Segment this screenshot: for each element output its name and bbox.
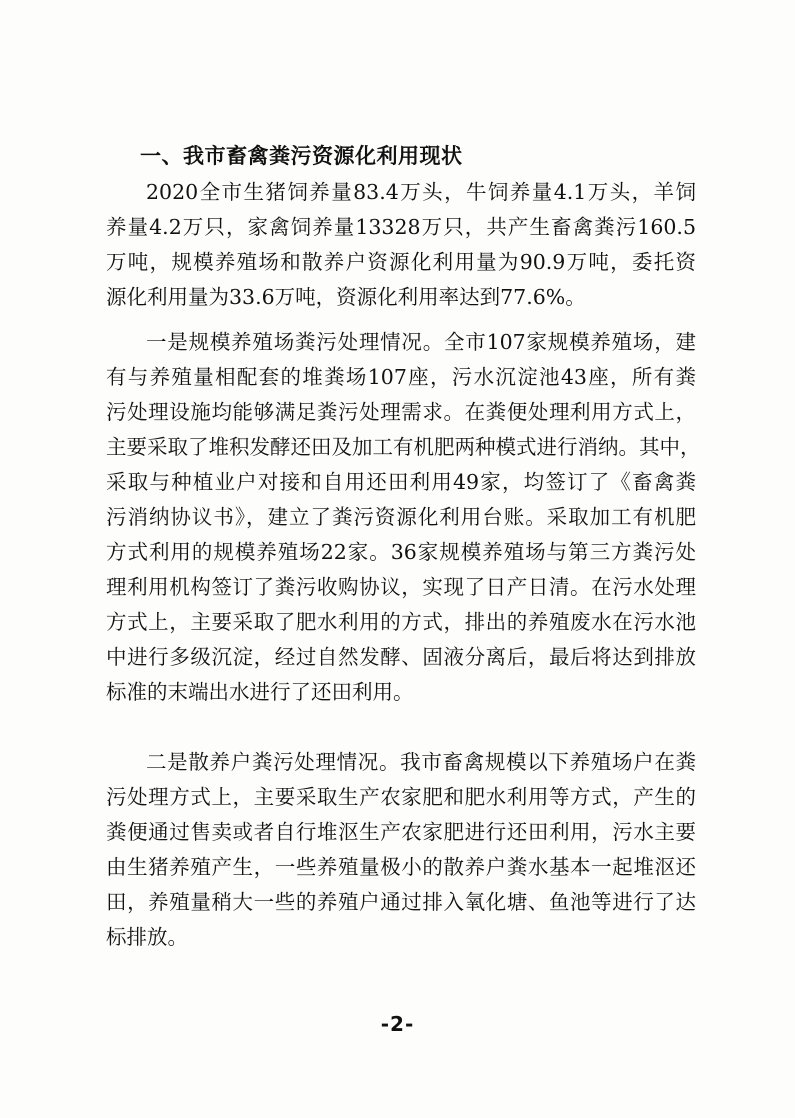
paragraph-line: 源化利用量为33.6万吨，资源化利用率达到77.6%。 <box>106 285 586 309</box>
paragraph-line: 污处理方式上，主要采取生产农家肥和肥水利用等方式，产生的 <box>106 785 696 809</box>
paragraph-line: 田，养殖量稍大一些的养殖户通过排入氧化塘、鱼池等进行了达 <box>106 890 696 914</box>
paragraph-line: 方式上，主要采取了肥水利用的方式，排出的养殖废水在污水池 <box>106 610 696 634</box>
paragraph-line: 标准的末端出水进行了还田利用。 <box>106 680 414 704</box>
page-number: -2- <box>380 1012 415 1036</box>
paragraph-small-farms <box>106 745 696 955</box>
paragraph-line: 采取与种植业户对接和自用还田利用49家，均签订了《畜禽粪 <box>106 470 696 494</box>
section-heading: 一、我市畜禽粪污资源化利用现状 <box>140 144 463 168</box>
paragraph-line: 主要采取了堆积发酵还田及加工有机肥两种模式进行消纳。其中， <box>106 435 701 459</box>
paragraph-large-farms <box>106 325 701 710</box>
paragraph-line: 养量4.2万只，家禽饲养量13328万只，共产生畜禽粪污160.5 <box>106 215 696 239</box>
paragraph-line: 方式利用的规模养殖场22家。36家规模养殖场与第三方粪污处 <box>106 540 696 564</box>
paragraph-line: 污消纳协议书》，建立了粪污资源化利用台账。采取加工有机肥 <box>106 505 696 529</box>
paragraph-line: 有与养殖量相配套的堆粪场107座，污水沉淀池43座，所有粪 <box>106 365 696 389</box>
paragraph-line: 二是散养户粪污处理情况。我市畜禽规模以下养殖场户在粪 <box>146 750 696 774</box>
paragraph-line: 一是规模养殖场粪污处理情况。全市107家规模养殖场，建 <box>146 330 696 354</box>
paragraph-overview <box>106 175 696 315</box>
paragraph-line: 粪便通过售卖或者自行堆沤生产农家肥进行还田利用，污水主要 <box>106 820 696 844</box>
paragraph-line: 标排放。 <box>106 925 188 949</box>
paragraph-line: 中进行多级沉淀，经过自然发酵、固液分离后，最后将达到排放 <box>106 645 696 669</box>
paragraph-line: 由生猪养殖产生，一些养殖量极小的散养户粪水基本一起堆沤还 <box>106 855 696 879</box>
paragraph-line: 2020全市生猪饲养量83.4万头，牛饲养量4.1万头，羊饲 <box>146 180 696 204</box>
paragraph-line: 万吨，规模养殖场和散养户资源化利用量为90.9万吨，委托资 <box>106 250 696 274</box>
paragraph-line: 污处理设施均能够满足粪污处理需求。在粪便处理利用方式上， <box>106 400 696 424</box>
paragraph-line: 理利用机构签订了粪污收购协议，实现了日产日清。在污水处理 <box>106 575 696 599</box>
